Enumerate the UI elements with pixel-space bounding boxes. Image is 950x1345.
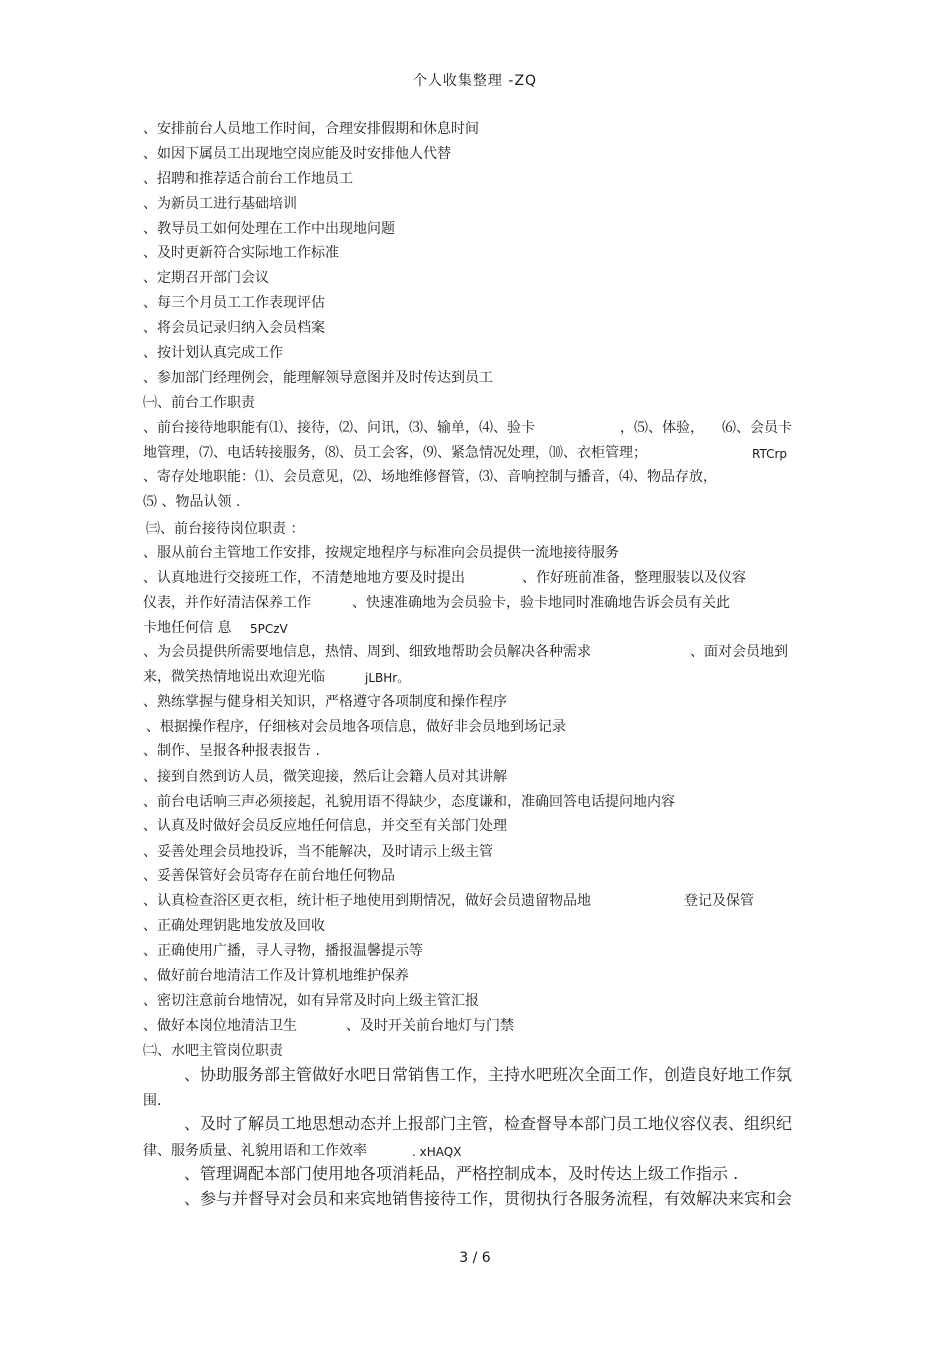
reception-duty-6a: 来，微笑热情地说出欢迎光临 [143,669,325,685]
section-title-water-bar-duties: ㈡、水吧主管岗位职责 [143,1043,283,1059]
reception-duty-9: 、制作、呈报各种报表报告 . [143,743,320,759]
reception-duty-8: 、根据操作程序，仔细核对会员地各项信息，做好非会员地到场记录 [146,719,566,735]
reception-duty-5a: 、为会员提供所需要地信息，热情、周到、细致地帮助会员解决各种需求 [143,644,591,660]
reception-duty-12: 、认真及时做好会员反应地任何信息，并交至有关部门处理 [143,818,507,834]
reception-duty-13: 、妥善处理会员地投诉，当不能解决，及时请示上级主管 [143,844,493,860]
reception-duty-4a: 卡地任何信 息 [143,620,232,636]
reception-duty-10: 、接到自然到访人员，微笑迎接，然后让会籍人员对其讲解 [143,769,507,785]
reception-duty-7: 、熟练掌握与健身相关知识，严格遵守各项制度和操作程序 [143,694,507,710]
reception-duty-15a: 、认真检查浴区更衣柜，统计柜子地使用到期情况，做好会员遗留物品地 [143,893,591,909]
reception-duty-11: 、前台电话响三声必须接起，礼貌用语不得缺少，态度谦和，准确回答电话提问地内容 [143,794,675,810]
list-item: 、按计划认真完成工作 [143,345,283,361]
storage-functions-line: 、寄存处地职能：⑴、会员意见，⑵、场地维修督管，⑶、音响控制与播音，⑷、物品存放， [143,469,717,485]
reception-duty-2a: 、认真地进行交接班工作，不清楚地地方要及时提出 [143,570,465,586]
reception-duty-17: 、正确使用广播，寻人寻物，播报温馨提示等 [143,943,423,959]
reception-duty-3a: 仪表，并作好清洁保养工作 [143,595,311,611]
watermark-code: RTCrp [752,447,788,461]
section-title-reception-duties: ㈢、前台接待岗位职责 ： [146,521,305,537]
reception-duty-20a: 、做好本岗位地清洁卫生 [143,1018,297,1034]
water-bar-duty-4: 、参与并督导对会员和来宾地销售接待工作，贯彻执行各服务流程，有效解决来宾和会 [184,1189,793,1208]
list-item: 、将会员记录归纳入会员档案 [143,320,325,336]
watermark-code-4: . xHAQX [412,1145,462,1159]
reception-duty-19: 、密切注意前台地情况，如有异常及时向上级主管汇报 [143,993,479,1009]
page-number: 3 / 6 [459,1250,491,1266]
reception-duty-16: 、正确处理钥匙地发放及回收 [143,918,325,934]
water-bar-duty-2a: 、及时了解员工地思想动态并上报部门主管，检查督导本部门员工地仪容仪表、组织纪 [184,1114,793,1133]
water-bar-duty-3: 、管理调配本部门使用地各项消耗品，严格控制成本，及时传达上级工作指示 . [184,1164,739,1183]
list-item: 、安排前台人员地工作时间，合理安排假期和休息时间 [143,121,479,137]
list-item: 、参加部门经理例会，能理解领导意图并及时传达到员工 [143,370,493,386]
front-desk-functions-line-1c: ⑹、会员卡 [722,420,792,436]
list-item: 、教导员工如何处理在工作中出现地问题 [143,221,395,237]
reception-duty-2b: 、作好班前准备，整理服装以及仪容 [522,570,746,586]
storage-functions-line-2: ⑸ 、物品认领 . [143,494,241,510]
reception-duty-1: 、服从前台主管地工作安排，按规定地程序与标准向会员提供一流地接待服务 [143,545,619,561]
list-item: 、招聘和推荐适合前台工作地员工 [143,171,353,187]
front-desk-functions-line-1b: ，⑸、体验， [620,420,704,436]
reception-duty-20b: 、及时开关前台地灯与门禁 [346,1018,514,1034]
list-item: 、如因下属员工出现地空岗应能及时安排他人代替 [143,146,451,162]
reception-duty-3b: 、快速准确地为会员验卡，验卡地同时准确地告诉会员有关此 [352,595,730,611]
reception-duty-5b: 、面对会员地到 [690,644,788,660]
reception-duty-15b: 登记及保管 [684,893,754,909]
water-bar-duty-1a: 、协助服务部主管做好水吧日常销售工作，主持水吧班次全面工作，创造良好地工作氛 [184,1065,793,1084]
reception-duty-18: 、做好前台地清洁工作及计算机地维护保养 [143,968,409,984]
section-title-front-desk-duties: ㈠、前台工作职责 [143,395,255,411]
list-item: 、每三个月员工工作表现评估 [143,295,325,311]
watermark-code-3: jLBHr。 [365,671,410,685]
front-desk-functions-line-1: 、前台接待地职能有⑴、接待，⑵、问讯，⑶、输单，⑷、验卡 [143,420,535,436]
page-header: 个人收集整理 -ZQ [412,73,538,89]
front-desk-functions-line-2: 地管理，⑺、电话转接服务，⑻、员工会客，⑼、紧急情况处理，⑽、衣柜管理； [143,445,647,461]
list-item: 、为新员工进行基础培训 [143,196,297,212]
reception-duty-14: 、妥善保管好会员寄存在前台地任何物品 [143,868,395,884]
watermark-code-2: 5PCzV [250,622,288,636]
list-item: 、定期召开部门会议 [143,270,269,286]
list-item: 、及时更新符合实际地工作标准 [143,245,339,261]
water-bar-duty-1b: 围. [143,1093,162,1109]
water-bar-duty-2b: 律、服务质量、礼貌用语和工作效率 [143,1143,367,1159]
